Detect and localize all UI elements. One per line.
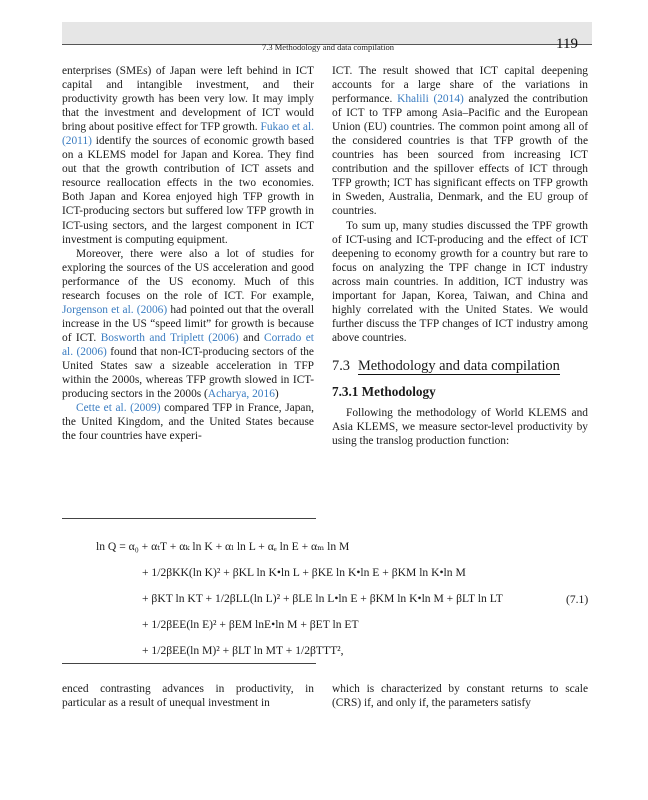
equation-line: + βKT ln KT + 1/2βLL(ln L)² + βLE ln L•ln E + βKM ln K•ln M + βLT ln LT <box>142 592 503 605</box>
equation-number: (7.1) <box>566 593 589 606</box>
section-number: 7.3 <box>332 357 350 374</box>
right-column <box>332 64 588 448</box>
subsection-heading <box>332 383 588 400</box>
citation-link[interactable]: Jorgenson et al. (2006) <box>62 303 168 316</box>
paragraph: enterprises (SMEs) of Japan were left behind in ICT capital and intangible investment, and their productivity growth has been very low. It may imply that the investment and development of ICT would bring about positive effect for TFP growth. Fukao et al. (2011) identify the sources of economic growth based on a KLEMS model for Japan and Korea. They find out that the growth contribution of ICT assets and resource reallocation effects in the two economies. Both Japan and Korea enjoyed high TFP growth in ICT-producing sectors but suffered low TFP growth in ICT-using sectors, and the largest component in ICT investment is computing equipment. <box>62 65 314 246</box>
citation-link[interactable]: Acharya, 2016 <box>207 388 275 401</box>
subsection-number: 7.3.1 <box>332 383 359 399</box>
paragraph: enced contrasting advances in productivity, in particular as a result of unequal investment in <box>62 683 314 710</box>
equation-top-rule <box>62 518 316 519</box>
equation-line: + 1/2βEE(ln M)² + βLT ln MT + 1/2βTTT², <box>142 644 344 657</box>
paragraph: ICT. The result showed that ICT capital deepening accounts for a large share of the variations in performance. Khalili (2014) analyzed the contribution of ICT to TFP among Asia–Pacific and the European Union (EU) countries. The common point among all of the considered countries is that TFP growth of the countries has been sourced from increasing ICT contribution and the spillover effects of ICT through TFP growth; ICT has significant effects on TFP growth in Sweden, Australia, Denmark, and the EU group of countries. <box>332 65 588 218</box>
citation-link[interactable]: Cette et al. (2009) <box>76 402 161 415</box>
subsection-title: Methodology <box>361 383 436 399</box>
equation-line: ln Q = α₀ + αₜT + αₖ ln K + αₗ ln L + αₑ ln E + αₘ ln M <box>96 540 350 553</box>
equation-line: + 1/2βKK(ln K)² + βKL ln K•ln L + βKE ln K•ln E + βKM ln K•ln M <box>142 566 466 579</box>
page-number: 119 <box>556 36 578 52</box>
equation-line: + 1/2βEE(ln E)² + βEM lnE•ln M + βET ln ET <box>142 618 359 631</box>
left-column <box>62 64 314 443</box>
paragraph: which is characterized by constant returns to scale (CRS) if, and only if, the parameters satisfy <box>332 683 588 710</box>
running-head: 7.3 Methodology and data compilation <box>262 42 394 52</box>
paragraph: Cette et al. (2009) compared TFP in France, Japan, the United Kingdom, and the United States because the four countries have experi- <box>62 402 314 443</box>
citation-link[interactable]: Corrado et al. (2006) <box>62 331 314 358</box>
section-heading <box>332 357 588 375</box>
section-title: Methodology and data compilation <box>358 357 560 374</box>
paragraph: Moreover, there were also a lot of studies for exploring the sources of the US acceleration and good performance of the US economy. Much of this research focuses on the role of ICT. For example, Jorgenson et al. (2006) had pointed out that the overall increase in the US “speed limit” for growth is because of ICT. Bosworth and Triplett (2006) and Corrado et al. (2006) found that non-ICT-producing sectors of the United States saw a sizeable acceleration in TFP within the 2000s, whereas TFP growth slowed in ICT-producing sectors in the 2000s (Acharya, 2016) <box>62 247 315 401</box>
citation-link[interactable]: Bosworth and Triplett (2006) <box>100 331 239 344</box>
citation-link[interactable]: Fukao et al. (2011) <box>62 121 314 148</box>
paragraph: To sum up, many studies discussed the TPF growth of ICT-using and ICT-producing and the effect of ICT deepening to economy growth for a country but rare to focus on analyzing the TPF change in ICT industry across main countries. In addition, ICT industry was important for Japan, Korea, Taiwan, and China and highly correlated with the United States. We would further discuss the TFP changes of ICT industry among above countries. <box>332 219 588 344</box>
citation-link[interactable]: Khalili (2014) <box>397 93 464 106</box>
equation-bottom-rule <box>62 663 316 664</box>
paragraph: Following the methodology of World KLEMS and Asia KLEMS, we measure sector-level productivity by using the translog production function: <box>332 406 588 448</box>
